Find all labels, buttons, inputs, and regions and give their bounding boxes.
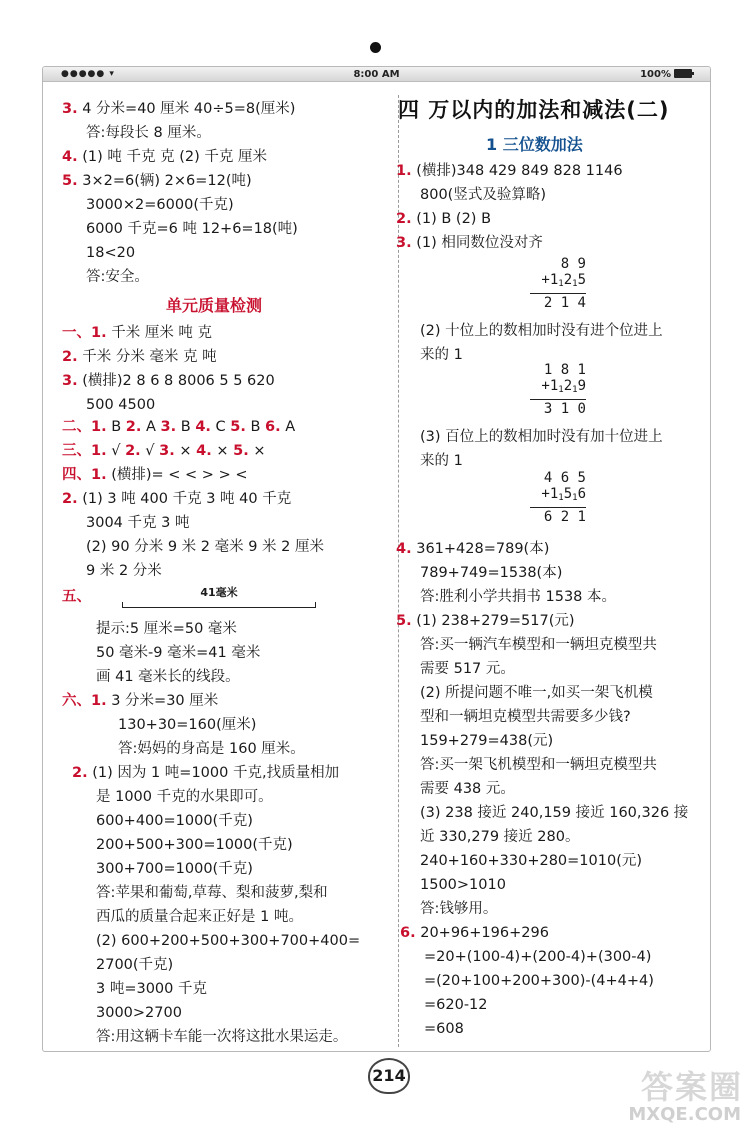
answer-line: 来的 1 [420, 453, 463, 469]
answer-line: 六、1. 3 分米=30 厘米 [62, 693, 219, 709]
battery-status [640, 69, 692, 80]
answer-line: 是 1000 千克的水果即可。 [96, 789, 273, 805]
answer-line: 答:买一辆汽车模型和一辆坦克模型共 [420, 637, 657, 653]
answer-line: 答:苹果和葡萄,草莓、梨和菠萝,梨和 [96, 885, 328, 901]
addend-with-carry: +11516 [541, 486, 586, 503]
answer-line: =608 [424, 1021, 464, 1037]
answer-line: 五、 [62, 589, 91, 605]
section-heading: 单元质量检测 [166, 296, 263, 315]
answer-line: 4. (1) 吨 千克 克 (2) 千克 厘米 [62, 149, 267, 165]
answer-line: 3 吨=3000 千克 [96, 981, 207, 997]
watermark-domain: MXQE.COM [628, 1104, 741, 1125]
answer-line: 提示:5 厘米=50 毫米 [96, 621, 237, 637]
status-time: 8:00 AM [353, 69, 400, 80]
answer-line: 三、1. √ 2. √ 3. × 4. × 5. × [62, 443, 266, 459]
addend: 8 9 [560, 256, 586, 272]
line-segment-drawing [122, 584, 316, 608]
answer-line: 50 毫米-9 毫米=41 毫米 [96, 645, 261, 661]
addend: 4 6 5 [543, 470, 586, 486]
answer-line: 需要 438 元。 [420, 781, 515, 797]
sum: 2 1 4 [543, 295, 586, 311]
answer-line: 西瓜的质量合起来正好是 1 吨。 [96, 909, 303, 925]
sum-line [530, 399, 586, 400]
answer-line: 300+700=1000(千克) [96, 861, 253, 877]
answer-line: =620-12 [424, 997, 488, 1013]
answer-line: 600+400=1000(千克) [96, 813, 253, 829]
battery-icon [674, 69, 692, 78]
answer-line: 2. (1) B (2) B [396, 211, 492, 227]
segment-end-tick [315, 602, 316, 608]
answer-line: (3) 238 接近 240,159 接近 160,326 接 [420, 805, 689, 821]
answer-line: 800(竖式及验算略) [420, 187, 546, 203]
answer-line: 3004 千克 3 吨 [86, 515, 190, 531]
answer-line: (2) 所提问题不唯一,如买一架飞机模 [420, 685, 653, 701]
section-title: 1 三位数加法 [486, 135, 583, 154]
segment-start-tick [122, 602, 123, 608]
answer-line: 答:胜利小学共捐书 1538 本。 [420, 589, 617, 605]
answer-line: 2700(千克) [96, 957, 174, 973]
answer-line: (2) 十位上的数相加时没有进个位进上 [420, 323, 663, 339]
answer-line: 500 4500 [86, 397, 156, 413]
answer-line: 来的 1 [420, 347, 463, 363]
chapter-title: 四 万以内的加法和减法(二) [398, 98, 670, 122]
signal-icon: ●●●●● ▾ [61, 69, 115, 79]
answer-line: 789+749=1538(本) [420, 565, 563, 581]
answer-line: 4. 361+428=789(本) [396, 541, 550, 557]
answer-line: 2. 千米 分米 毫米 克 吨 [62, 349, 217, 365]
answer-line: 200+500+300=1000(千克) [96, 837, 293, 853]
watermark-logo-text: 答案圈 [640, 1068, 743, 1106]
answer-line: 答:每段长 8 厘米。 [86, 125, 211, 141]
answer-line: 3. 4 分米=40 厘米 40÷5=8(厘米) [62, 101, 296, 117]
answer-line: 画 41 毫米长的线段。 [96, 669, 240, 685]
addend: 1 8 1 [543, 362, 586, 378]
answer-line: 3000×2=6000(千克) [86, 197, 234, 213]
page-number-badge: 214 [368, 1058, 410, 1094]
answer-line: 130+30=160(厘米) [118, 717, 257, 733]
segment-line [122, 607, 316, 608]
answer-line: 需要 517 元。 [420, 661, 515, 677]
answer-line: 一、1. 千米 厘米 吨 克 [62, 325, 213, 341]
sum-line [530, 507, 586, 508]
answer-line: 答:妈妈的身高是 160 厘米。 [118, 741, 305, 757]
answer-line: 2. (1) 3 吨 400 千克 3 吨 40 千克 [62, 491, 292, 507]
site-watermark [615, 1062, 745, 1126]
sum-line [530, 293, 586, 294]
addend-with-carry: +11219 [541, 378, 586, 395]
answer-line: 5. 3×2=6(辆) 2×6=12(吨) [62, 173, 252, 189]
answer-line: 3. (横排)2 8 6 8 8006 5 5 620 [62, 373, 275, 389]
vertical-addition-2 [530, 362, 586, 417]
answer-line: 3000>2700 [96, 1005, 182, 1021]
vertical-addition-3 [530, 470, 586, 525]
answer-line: 答:钱够用。 [420, 901, 498, 917]
answer-line: 答:安全。 [86, 269, 149, 285]
answer-line: 近 330,279 接近 280。 [420, 829, 580, 845]
addend-with-carry: +11215 [541, 272, 586, 289]
segment-length-label: 41毫米 [200, 586, 238, 599]
answer-line: 18<20 [86, 245, 136, 261]
battery-percent: 100% [640, 69, 671, 80]
sum: 3 1 0 [543, 401, 586, 417]
answer-line: 9 米 2 分米 [86, 563, 162, 579]
answer-line: (2) 90 分米 9 米 2 毫米 9 米 2 厘米 [86, 539, 324, 555]
answer-line: 答:买一架飞机模型和一辆坦克模型共 [420, 757, 657, 773]
sum: 6 2 1 [543, 509, 586, 525]
answer-line: =20+(100-4)+(200-4)+(300-4) [424, 949, 652, 965]
answer-line: 二、1. B 2. A 3. B 4. C 5. B 6. A [62, 419, 296, 435]
answer-line: 3. (1) 相同数位没对齐 [396, 235, 543, 251]
vertical-addition-1 [530, 256, 586, 311]
front-camera [370, 42, 381, 53]
answer-line: =(20+100+200+300)-(4+4+4) [424, 973, 654, 989]
answer-line: 159+279=438(元) [420, 733, 554, 749]
answer-line: 240+160+330+280=1010(元) [420, 853, 643, 869]
answer-line: 2. (1) 因为 1 吨=1000 千克,找质量相加 [72, 765, 340, 781]
answer-line: (3) 百位上的数相加时没有加十位进上 [420, 429, 663, 445]
answer-line: 四、1. (横排)= < < > > < [62, 467, 248, 483]
status-bar [43, 67, 710, 82]
answer-line: 6. 20+96+196+296 [400, 925, 549, 941]
answer-line: 1. (横排)348 429 849 828 1146 [396, 163, 623, 179]
answer-line: 6000 千克=6 吨 12+6=18(吨) [86, 221, 298, 237]
answer-line: 1500>1010 [420, 877, 506, 893]
answer-line: 型和一辆坦克模型共需要多少钱? [420, 709, 631, 725]
answer-line: 答:用这辆卡车能一次将这批水果运走。 [96, 1029, 348, 1045]
answer-line: (2) 600+200+500+300+700+400= [96, 933, 361, 949]
answer-line: 5. (1) 238+279=517(元) [396, 613, 575, 629]
